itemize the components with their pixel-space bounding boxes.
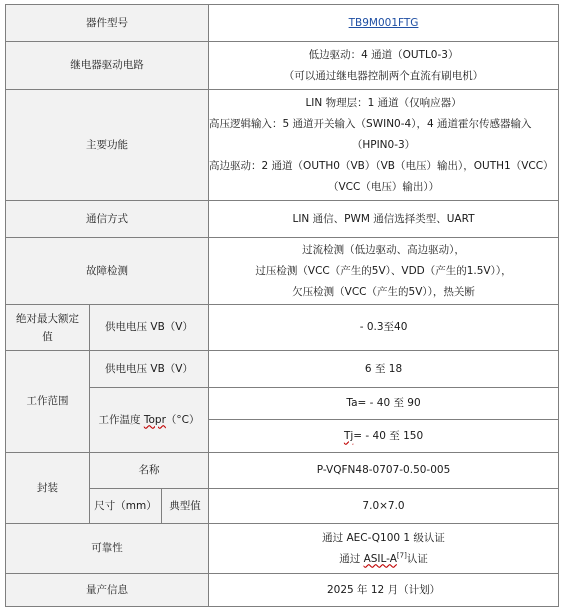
pkg-size-value: 7.0×7.0 xyxy=(209,489,559,524)
model-value[interactable] xyxy=(209,5,559,42)
row-fault xyxy=(6,238,559,305)
fault-line-2: 过压检测（VCC（产生的5V）、VDD（产生的1.5V））， xyxy=(255,264,512,277)
features-line-1: LIN 物理层：1 通道（仅响应器） xyxy=(305,96,462,109)
row-features xyxy=(6,90,559,201)
row-pkg-name xyxy=(6,453,559,489)
relay-value xyxy=(209,42,559,90)
reliability-footnote[interactable]: [7] xyxy=(396,551,407,559)
production-label: 量产信息 xyxy=(6,574,209,607)
reliability-line-2-pre: 通过 xyxy=(339,552,364,565)
row-absmax xyxy=(6,305,559,351)
model-link[interactable]: TB9M001FTG xyxy=(348,16,419,29)
features-value xyxy=(209,90,559,201)
production-value: 2025 年 12 月（计划） xyxy=(209,574,559,607)
op-temp-word: Topr xyxy=(143,413,166,426)
relay-label: 继电器驱动电路 xyxy=(6,42,209,90)
row-comm xyxy=(6,201,559,238)
reliability-asil: ASIL-A xyxy=(363,552,397,565)
fault-label: 故障检测 xyxy=(6,238,209,305)
comm-label: 通信方式 xyxy=(6,201,209,238)
row-reliability xyxy=(6,524,559,574)
operating-label: 工作范围 xyxy=(6,351,90,453)
reliability-value xyxy=(209,524,559,574)
fault-line-1: 过流检测（低边驱动、高边驱动）， xyxy=(302,243,465,256)
model-label: 器件型号 xyxy=(6,5,209,42)
fault-value xyxy=(209,238,559,305)
relay-line-1: 低边驱动：4 通道（OUTL0-3） xyxy=(308,48,459,61)
op-tj-value xyxy=(209,420,559,453)
pkg-typ-label: 典型值 xyxy=(162,489,209,524)
op-tj-rest: = - 40 至 150 xyxy=(353,429,424,442)
absmax-value: - 0.3至40 xyxy=(209,305,559,351)
pkg-name-label: 名称 xyxy=(90,453,209,489)
spec-table-wrapper xyxy=(5,4,558,607)
row-op-supply xyxy=(6,351,559,388)
spec-table xyxy=(5,4,559,607)
op-tj-word: Tj xyxy=(343,429,354,442)
absmax-label-line-1: 绝对最大额定 xyxy=(16,312,79,325)
features-line-5: （VCC（电压）输出）） xyxy=(327,180,440,193)
absmax-param: 供电电压 VB（V） xyxy=(90,305,209,351)
op-supply-param: 供电电压 VB（V） xyxy=(90,351,209,388)
package-label: 封装 xyxy=(6,453,90,524)
op-temp-param xyxy=(90,388,209,453)
op-temp-pre: 工作温度 xyxy=(98,413,144,426)
absmax-label xyxy=(6,305,90,351)
fault-line-3: 欠压检测（VCC（产生的5V）），热关断 xyxy=(292,285,475,298)
reliability-line-2 xyxy=(211,549,556,570)
comm-value: LIN 通信、PWM 通信选择类型、UART xyxy=(209,201,559,238)
features-label: 主要功能 xyxy=(6,90,209,201)
reliability-line-2-post: 认证 xyxy=(406,552,428,565)
features-line-2: 高压逻辑输入：5 通道开关输入（SWIN0-4），4 通道霍尔传感器输入 xyxy=(209,117,532,130)
pkg-size-label: 尺寸（mm） xyxy=(90,489,162,524)
row-relay xyxy=(6,42,559,90)
features-line-3: （HPIN0-3） xyxy=(351,138,416,151)
op-temp-post: （°C） xyxy=(165,413,200,426)
features-line-4: 高边驱动：2 通道（OUTH0（VB）（VB（电压）输出），OUTH1（VCC） xyxy=(209,159,554,172)
op-supply-value: 6 至 18 xyxy=(209,351,559,388)
reliability-label: 可靠性 xyxy=(6,524,209,574)
row-production xyxy=(6,574,559,607)
absmax-label-line-2: 值 xyxy=(42,330,53,343)
reliability-line-1: 通过 AEC-Q100 1 级认证 xyxy=(322,531,445,544)
op-ta-value: Ta= - 40 至 90 xyxy=(209,388,559,420)
row-model xyxy=(6,5,559,42)
relay-line-2: （可以通过继电器控制两个直流有刷电机） xyxy=(283,69,484,82)
pkg-name-value: P-VQFN48-0707-0.50-005 xyxy=(209,453,559,489)
